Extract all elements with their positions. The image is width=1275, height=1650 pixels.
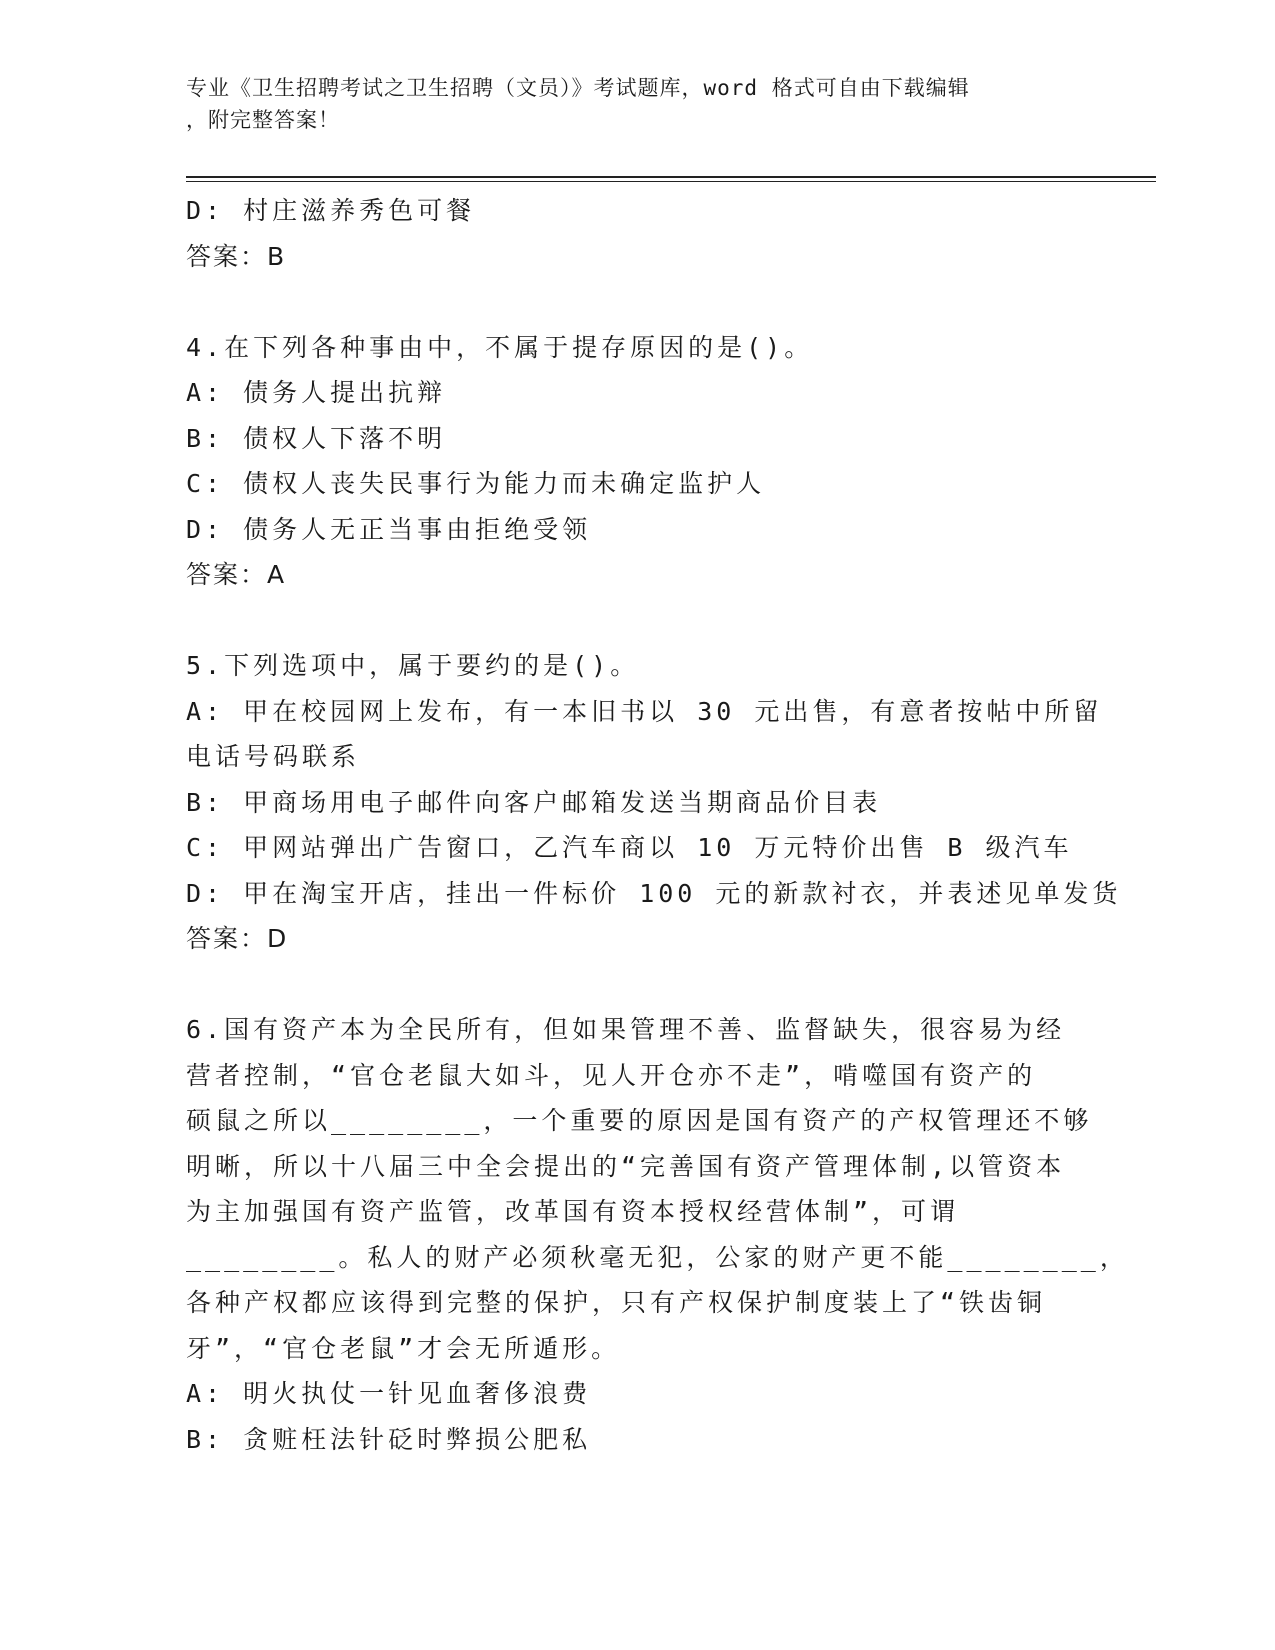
- document-body: [186, 188, 1129, 1462]
- header-line-2: ，附完整答案！: [186, 108, 340, 132]
- document-header: [186, 72, 1066, 136]
- question-6: [186, 1007, 1129, 1462]
- question-text-line: 各种产权都应该得到完整的保护，只有产权保护制度装上了“铁齿铜: [186, 1288, 1047, 1317]
- question-text-line: 为主加强国有资产监管，改革国有资本授权经营体制”，可谓: [186, 1197, 960, 1226]
- option-c: C: 甲网站弹出广告窗口，乙汽车商以 10 万元特价出售 B 级汽车: [186, 833, 1073, 862]
- question-text-line: 6.国有资产本为全民所有，但如果管理不善、监督缺失，很容易为经: [186, 1015, 1066, 1044]
- question-text-line: 硕鼠之所以________，一个重要的原因是国有资产的产权管理还不够: [186, 1106, 1093, 1135]
- question-4: [186, 325, 1086, 598]
- question-text-line: ________。私人的财产必须秋毫无犯，公家的财产更不能________，: [186, 1242, 1129, 1272]
- option-c: C: 债权人丧失民事行为能力而未确定监护人: [186, 469, 766, 498]
- option-d: D: 甲在淘宝开店，挂出一件标价 100 元的新款衬衣，并表述见单发货: [186, 878, 1122, 908]
- question-text-line: 营者控制，“官仓老鼠大如斗，见人开仓亦不走”，啃噬国有资产的: [186, 1060, 1037, 1090]
- option-a: A: 债务人提出抗辩: [186, 378, 447, 407]
- option-a: A: 甲在校园网上发布，有一本旧书以 30 元出售，有意者按帖中所留: [186, 696, 1103, 726]
- option-d: D: 债务人无正当事由拒绝受领: [186, 514, 592, 544]
- answer: 答案：A: [186, 560, 287, 589]
- question-text: 4.在下列各种事由中，不属于提存原因的是()。: [186, 332, 814, 362]
- question-text-line: 牙”，“官仓老鼠”才会无所遁形。: [186, 1333, 621, 1363]
- spacer: [186, 279, 1086, 325]
- question-5: [186, 643, 1122, 962]
- question-text-line: 明晰，所以十八届三中全会提出的“完善国有资产管理体制,以管资本: [186, 1151, 1066, 1181]
- option-b: B: 贪赃枉法针砭时弊损公肥私: [186, 1424, 592, 1454]
- option-b: B: 甲商场用电子邮件向客户邮箱发送当期商品价目表: [186, 787, 882, 817]
- spacer: [186, 962, 1086, 1008]
- option-a: A: 明火执仗一针见血奢侈浪费: [186, 1379, 592, 1408]
- header-divider-thick: [186, 176, 1156, 178]
- header-line-1: 专业《卫生招聘考试之卫生招聘（文员）》考试题库，word 格式可自由下载编辑: [186, 76, 970, 100]
- answer: 答案：B: [186, 241, 287, 271]
- question-text: 5.下列选项中，属于要约的是()。: [186, 651, 640, 680]
- option-d: D: 村庄滋养秀色可餐: [186, 196, 476, 225]
- option-b: B: 债权人下落不明: [186, 423, 447, 453]
- header-divider-thin: [186, 181, 1156, 182]
- spacer: [186, 598, 1086, 644]
- answer: 答案：D: [186, 924, 289, 953]
- question-3-tail: [186, 188, 1086, 279]
- option-a-continuation: 电话号码联系: [186, 742, 361, 771]
